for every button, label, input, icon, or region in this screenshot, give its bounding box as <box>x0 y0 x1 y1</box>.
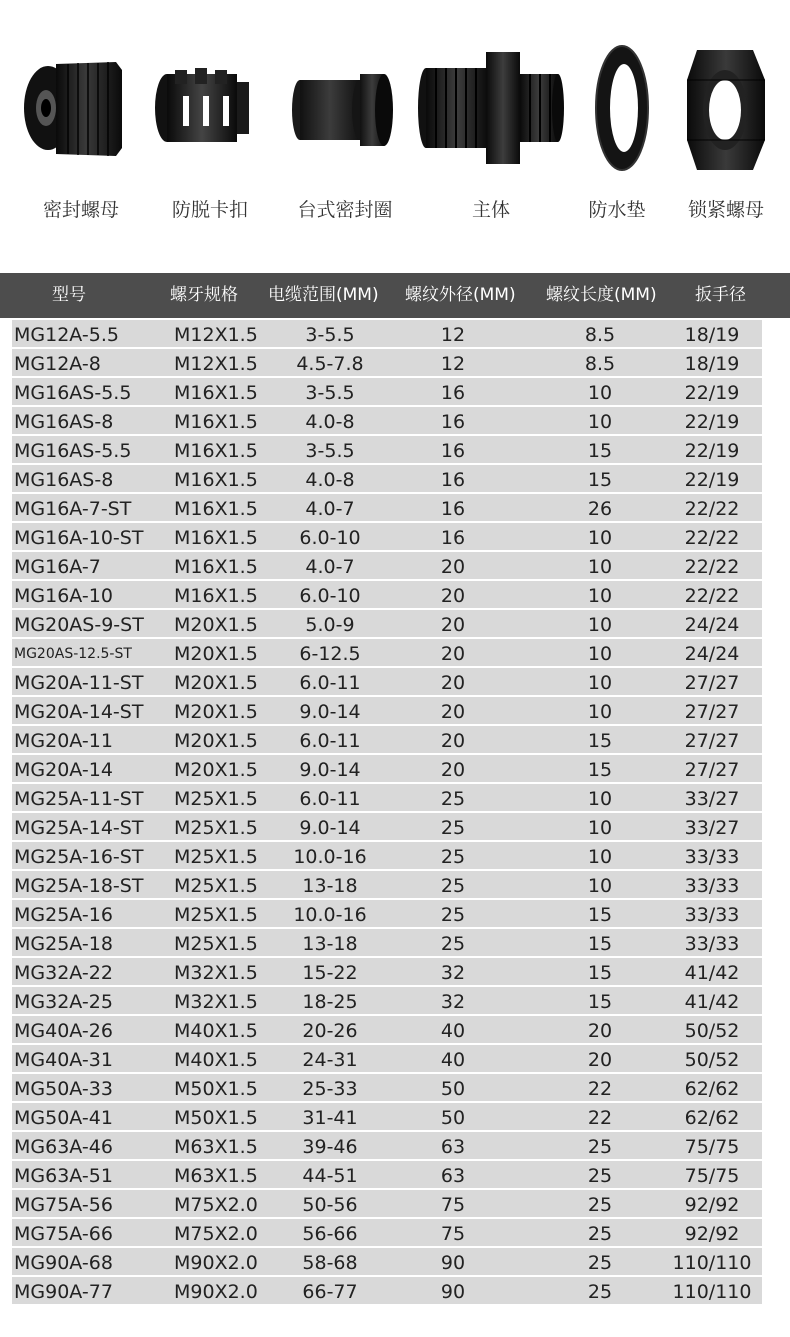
thread-diameter-cell: 16 <box>440 469 466 491</box>
wrench-size-cell: 50/52 <box>684 1020 740 1042</box>
table-row <box>12 1132 762 1159</box>
model-cell: MG25A-14-ST <box>14 817 144 839</box>
table-row <box>12 465 762 492</box>
wrench-size-cell: 24/24 <box>684 643 740 665</box>
thread-diameter-cell: 16 <box>440 440 466 462</box>
thread-diameter-cell: 25 <box>440 933 466 955</box>
thread-spec-cell: M12X1.5 <box>174 324 258 346</box>
cable-range-cell: 6-12.5 <box>299 643 361 665</box>
cable-range-cell: 9.0-14 <box>299 759 361 781</box>
cable-range-cell: 56-66 <box>302 1223 358 1245</box>
cable-range-cell: 6.0-11 <box>299 788 361 810</box>
anti-detach-clip-icon <box>145 30 275 180</box>
thread-spec-cell: M25X1.5 <box>174 788 258 810</box>
thread-spec-cell: M90X2.0 <box>174 1252 258 1274</box>
table-row <box>12 697 762 724</box>
cable-range-cell: 66-77 <box>302 1281 358 1303</box>
cable-range-cell: 20-26 <box>302 1020 358 1042</box>
component-parts-row <box>0 0 790 240</box>
model-cell: MG90A-68 <box>14 1252 113 1274</box>
table-row <box>12 842 762 869</box>
thread-spec-cell: M16X1.5 <box>174 382 258 404</box>
wrench-size-cell: 110/110 <box>672 1281 752 1303</box>
thread-length-cell: 10 <box>587 614 613 636</box>
table-row <box>12 813 762 840</box>
table-row <box>12 1016 762 1043</box>
thread-length-cell: 15 <box>587 440 613 462</box>
cable-range-cell: 39-46 <box>302 1136 358 1158</box>
thread-length-cell: 22 <box>587 1107 613 1129</box>
thread-spec-cell: M12X1.5 <box>174 353 258 375</box>
table-row <box>12 668 762 695</box>
table-row <box>12 784 762 811</box>
wrench-size-cell: 33/27 <box>684 788 740 810</box>
table-row <box>12 958 762 985</box>
thread-spec-cell: M16X1.5 <box>174 556 258 578</box>
thread-spec-cell: M90X2.0 <box>174 1281 258 1303</box>
thread-diameter-cell: 40 <box>440 1020 466 1042</box>
table-row <box>12 552 762 579</box>
table-row <box>12 726 762 753</box>
part-main-body <box>418 0 548 240</box>
thread-diameter-cell: 25 <box>440 904 466 926</box>
wrench-size-cell: 22/19 <box>684 469 740 491</box>
thread-diameter-cell: 75 <box>440 1223 466 1245</box>
part-label: 密封螺母 <box>42 199 119 221</box>
thread-length-cell: 22 <box>587 1078 613 1100</box>
wrench-size-cell: 22/19 <box>684 382 740 404</box>
model-cell: MG16AS-8 <box>14 411 114 433</box>
part-sealing-ring <box>280 0 410 240</box>
thread-diameter-cell: 75 <box>440 1194 466 1216</box>
thread-length-cell: 8.5 <box>584 324 616 346</box>
wrench-size-cell: 41/42 <box>684 962 740 984</box>
model-cell: MG50A-33 <box>14 1078 113 1100</box>
thread-spec-cell: M50X1.5 <box>174 1078 258 1100</box>
thread-diameter-cell: 50 <box>440 1078 466 1100</box>
cable-range-cell: 3-5.5 <box>305 324 355 346</box>
thread-diameter-cell: 63 <box>440 1165 466 1187</box>
cable-range-cell: 24-31 <box>302 1049 358 1071</box>
model-cell: MG16A-10 <box>14 585 113 607</box>
thread-length-cell: 25 <box>587 1223 613 1245</box>
model-cell: MG75A-66 <box>14 1223 113 1245</box>
header-thread-spec: 螺牙规格 <box>170 285 238 305</box>
thread-spec-cell: M16X1.5 <box>174 411 258 433</box>
model-cell: MG20A-11 <box>14 730 113 752</box>
cable-range-cell: 13-18 <box>302 875 358 897</box>
thread-spec-cell: M25X1.5 <box>174 875 258 897</box>
table-row <box>12 1248 762 1275</box>
table-row <box>12 1190 762 1217</box>
thread-spec-cell: M16X1.5 <box>174 527 258 549</box>
main-body-icon <box>418 30 568 180</box>
model-cell: MG50A-41 <box>14 1107 113 1129</box>
thread-diameter-cell: 40 <box>440 1049 466 1071</box>
wrench-size-cell: 27/27 <box>684 672 740 694</box>
model-cell: MG25A-18 <box>14 933 113 955</box>
thread-length-cell: 10 <box>587 643 613 665</box>
thread-spec-cell: M25X1.5 <box>174 846 258 868</box>
cable-range-cell: 6.0-11 <box>299 730 361 752</box>
wrench-size-cell: 33/33 <box>684 904 740 926</box>
wrench-size-cell: 62/62 <box>684 1078 740 1100</box>
wrench-size-cell: 27/27 <box>684 759 740 781</box>
model-cell: MG16AS-8 <box>14 469 114 491</box>
table-row <box>12 1103 762 1130</box>
thread-diameter-cell: 16 <box>440 527 466 549</box>
lock-nut-icon <box>661 30 790 180</box>
model-cell: MG63A-46 <box>14 1136 113 1158</box>
cable-range-cell: 10.0-16 <box>293 904 367 926</box>
thread-diameter-cell: 50 <box>440 1107 466 1129</box>
thread-diameter-cell: 25 <box>440 846 466 868</box>
thread-length-cell: 25 <box>587 1281 613 1303</box>
thread-spec-cell: M40X1.5 <box>174 1020 258 1042</box>
thread-length-cell: 25 <box>587 1194 613 1216</box>
thread-length-cell: 10 <box>587 672 613 694</box>
thread-diameter-cell: 16 <box>440 498 466 520</box>
table-row <box>12 871 762 898</box>
model-cell: MG90A-77 <box>14 1281 113 1303</box>
wrench-size-cell: 33/33 <box>684 846 740 868</box>
thread-diameter-cell: 20 <box>440 701 466 723</box>
thread-spec-cell: M16X1.5 <box>174 585 258 607</box>
table-row <box>12 378 762 405</box>
cable-range-cell: 13-18 <box>302 933 358 955</box>
thread-spec-cell: M16X1.5 <box>174 469 258 491</box>
thread-length-cell: 25 <box>587 1165 613 1187</box>
thread-diameter-cell: 20 <box>440 585 466 607</box>
thread-length-cell: 15 <box>587 904 613 926</box>
thread-diameter-cell: 20 <box>440 672 466 694</box>
model-cell: MG16A-7 <box>14 556 101 578</box>
cable-range-cell: 6.0-10 <box>299 527 361 549</box>
table-row <box>12 407 762 434</box>
thread-length-cell: 10 <box>587 817 613 839</box>
wrench-size-cell: 22/19 <box>684 411 740 433</box>
thread-diameter-cell: 63 <box>440 1136 466 1158</box>
table-row <box>12 755 762 782</box>
thread-spec-cell: M20X1.5 <box>174 672 258 694</box>
cable-range-cell: 58-68 <box>302 1252 358 1274</box>
thread-spec-cell: M50X1.5 <box>174 1107 258 1129</box>
thread-diameter-cell: 12 <box>440 324 466 346</box>
cable-range-cell: 10.0-16 <box>293 846 367 868</box>
wrench-size-cell: 92/92 <box>684 1194 740 1216</box>
cable-range-cell: 44-51 <box>302 1165 358 1187</box>
thread-diameter-cell: 90 <box>440 1281 466 1303</box>
table-row <box>12 436 762 463</box>
table-row <box>12 349 762 376</box>
cable-range-cell: 4.0-7 <box>305 498 355 520</box>
model-cell: MG20A-14 <box>14 759 113 781</box>
thread-length-cell: 10 <box>587 527 613 549</box>
model-cell: MG25A-11-ST <box>14 788 144 810</box>
thread-length-cell: 20 <box>587 1020 613 1042</box>
cable-range-cell: 4.5-7.8 <box>296 353 364 375</box>
thread-length-cell: 8.5 <box>584 353 616 375</box>
spec-table-body <box>12 320 762 1306</box>
thread-length-cell: 15 <box>587 933 613 955</box>
thread-spec-cell: M25X1.5 <box>174 933 258 955</box>
wrench-size-cell: 33/33 <box>684 875 740 897</box>
thread-diameter-cell: 25 <box>440 788 466 810</box>
wrench-size-cell: 24/24 <box>684 614 740 636</box>
table-row <box>12 1074 762 1101</box>
header-cable-range: 电缆范围(MM) <box>268 285 379 305</box>
wrench-size-cell: 92/92 <box>684 1223 740 1245</box>
wrench-size-cell: 22/19 <box>684 440 740 462</box>
thread-diameter-cell: 20 <box>440 730 466 752</box>
cable-range-cell: 31-41 <box>302 1107 358 1129</box>
table-row <box>12 900 762 927</box>
table-row <box>12 523 762 550</box>
thread-length-cell: 10 <box>587 875 613 897</box>
cable-range-cell: 9.0-14 <box>299 817 361 839</box>
cable-range-cell: 50-56 <box>302 1194 358 1216</box>
thread-spec-cell: M75X2.0 <box>174 1194 258 1216</box>
wrench-size-cell: 62/62 <box>684 1107 740 1129</box>
thread-diameter-cell: 90 <box>440 1252 466 1274</box>
thread-diameter-cell: 12 <box>440 353 466 375</box>
table-row <box>12 1219 762 1246</box>
table-row <box>12 320 762 347</box>
cable-range-cell: 25-33 <box>302 1078 358 1100</box>
cable-range-cell: 4.0-7 <box>305 556 355 578</box>
thread-length-cell: 26 <box>587 498 613 520</box>
part-lock-nut <box>661 0 790 240</box>
model-cell: MG20A-11-ST <box>14 672 144 694</box>
model-cell: MG16AS-5.5 <box>14 382 132 404</box>
wrench-size-cell: 22/22 <box>684 585 740 607</box>
model-cell: MG20AS-9-ST <box>14 614 144 636</box>
model-cell: MG25A-16 <box>14 904 113 926</box>
thread-diameter-cell: 16 <box>440 411 466 433</box>
wrench-size-cell: 50/52 <box>684 1049 740 1071</box>
part-label: 防脱卡扣 <box>171 199 248 221</box>
cable-range-cell: 6.0-10 <box>299 585 361 607</box>
table-row <box>12 1045 762 1072</box>
model-cell: MG25A-18-ST <box>14 875 144 897</box>
wrench-size-cell: 22/22 <box>684 556 740 578</box>
thread-spec-cell: M16X1.5 <box>174 440 258 462</box>
thread-diameter-cell: 32 <box>440 962 466 984</box>
thread-spec-cell: M63X1.5 <box>174 1165 258 1187</box>
thread-spec-cell: M20X1.5 <box>174 730 258 752</box>
cable-range-cell: 4.0-8 <box>305 469 355 491</box>
thread-length-cell: 15 <box>587 730 613 752</box>
thread-diameter-cell: 25 <box>440 875 466 897</box>
cable-range-cell: 15-22 <box>302 962 358 984</box>
thread-length-cell: 10 <box>587 411 613 433</box>
thread-length-cell: 10 <box>587 382 613 404</box>
thread-diameter-cell: 16 <box>440 382 466 404</box>
thread-spec-cell: M16X1.5 <box>174 498 258 520</box>
part-anti-detach-clip <box>145 0 275 240</box>
header-thread-length: 螺纹长度(MM) <box>546 285 657 305</box>
thread-length-cell: 15 <box>587 991 613 1013</box>
thread-spec-cell: M32X1.5 <box>174 991 258 1013</box>
wrench-size-cell: 18/19 <box>684 353 740 375</box>
wrench-size-cell: 75/75 <box>684 1165 740 1187</box>
table-row <box>12 494 762 521</box>
table-row <box>12 581 762 608</box>
wrench-size-cell: 41/42 <box>684 991 740 1013</box>
thread-spec-cell: M20X1.5 <box>174 759 258 781</box>
thread-spec-cell: M20X1.5 <box>174 701 258 723</box>
cable-range-cell: 3-5.5 <box>305 382 355 404</box>
thread-length-cell: 15 <box>587 469 613 491</box>
thread-length-cell: 20 <box>587 1049 613 1071</box>
part-label: 防水垫 <box>588 199 646 221</box>
thread-diameter-cell: 20 <box>440 556 466 578</box>
model-cell: MG32A-22 <box>14 962 113 984</box>
thread-length-cell: 10 <box>587 585 613 607</box>
model-cell: MG25A-16-ST <box>14 846 144 868</box>
table-row <box>12 929 762 956</box>
thread-length-cell: 10 <box>587 556 613 578</box>
model-cell: MG16AS-5.5 <box>14 440 132 462</box>
model-cell: MG16A-7-ST <box>14 498 132 520</box>
part-sealing-nut <box>16 0 146 240</box>
thread-spec-cell: M32X1.5 <box>174 962 258 984</box>
part-label: 主体 <box>471 199 510 221</box>
wrench-size-cell: 27/27 <box>684 730 740 752</box>
model-cell: MG40A-26 <box>14 1020 113 1042</box>
cable-range-cell: 18-25 <box>302 991 358 1013</box>
sealing-nut-icon <box>16 30 146 180</box>
part-label: 台式密封圈 <box>297 199 393 221</box>
part-label: 锁紧螺母 <box>687 199 764 221</box>
header-model: 型号 <box>52 285 86 305</box>
model-cell: MG16A-10-ST <box>14 527 144 549</box>
thread-spec-cell: M20X1.5 <box>174 614 258 636</box>
thread-length-cell: 25 <box>587 1136 613 1158</box>
thread-length-cell: 10 <box>587 788 613 810</box>
wrench-size-cell: 22/22 <box>684 498 740 520</box>
wrench-size-cell: 33/33 <box>684 933 740 955</box>
model-cell: MG12A-8 <box>14 353 101 375</box>
thread-diameter-cell: 20 <box>440 759 466 781</box>
table-row <box>12 610 762 637</box>
thread-length-cell: 25 <box>587 1252 613 1274</box>
thread-length-cell: 10 <box>587 701 613 723</box>
thread-length-cell: 15 <box>587 962 613 984</box>
header-wrench-size: 扳手径 <box>695 285 746 305</box>
cable-range-cell: 5.0-9 <box>305 614 355 636</box>
thread-length-cell: 15 <box>587 759 613 781</box>
table-row <box>12 987 762 1014</box>
wrench-size-cell: 18/19 <box>684 324 740 346</box>
wrench-size-cell: 75/75 <box>684 1136 740 1158</box>
model-cell: MG40A-31 <box>14 1049 113 1071</box>
model-cell: MG20A-14-ST <box>14 701 144 723</box>
model-cell: MG32A-25 <box>14 991 113 1013</box>
header-thread-diameter: 螺纹外径(MM) <box>405 285 516 305</box>
wrench-size-cell: 110/110 <box>672 1252 752 1274</box>
wrench-size-cell: 22/22 <box>684 527 740 549</box>
wrench-size-cell: 33/27 <box>684 817 740 839</box>
thread-diameter-cell: 25 <box>440 817 466 839</box>
spec-table-header <box>0 273 790 318</box>
model-cell: MG75A-56 <box>14 1194 113 1216</box>
sealing-ring-icon <box>280 30 410 180</box>
thread-length-cell: 10 <box>587 846 613 868</box>
table-row <box>12 639 762 666</box>
thread-spec-cell: M75X2.0 <box>174 1223 258 1245</box>
thread-spec-cell: M20X1.5 <box>174 643 258 665</box>
model-cell: MG63A-51 <box>14 1165 113 1187</box>
cable-range-cell: 6.0-11 <box>299 672 361 694</box>
table-row <box>12 1277 762 1304</box>
thread-spec-cell: M25X1.5 <box>174 817 258 839</box>
thread-spec-cell: M63X1.5 <box>174 1136 258 1158</box>
model-cell: MG12A-5.5 <box>14 324 119 346</box>
wrench-size-cell: 27/27 <box>684 701 740 723</box>
thread-diameter-cell: 32 <box>440 991 466 1013</box>
model-cell: MG20AS-12.5-ST <box>14 646 132 662</box>
cable-range-cell: 9.0-14 <box>299 701 361 723</box>
table-row <box>12 1161 762 1188</box>
thread-spec-cell: M40X1.5 <box>174 1049 258 1071</box>
cable-range-cell: 3-5.5 <box>305 440 355 462</box>
thread-diameter-cell: 20 <box>440 614 466 636</box>
thread-diameter-cell: 20 <box>440 643 466 665</box>
thread-spec-cell: M25X1.5 <box>174 904 258 926</box>
cable-range-cell: 4.0-8 <box>305 411 355 433</box>
